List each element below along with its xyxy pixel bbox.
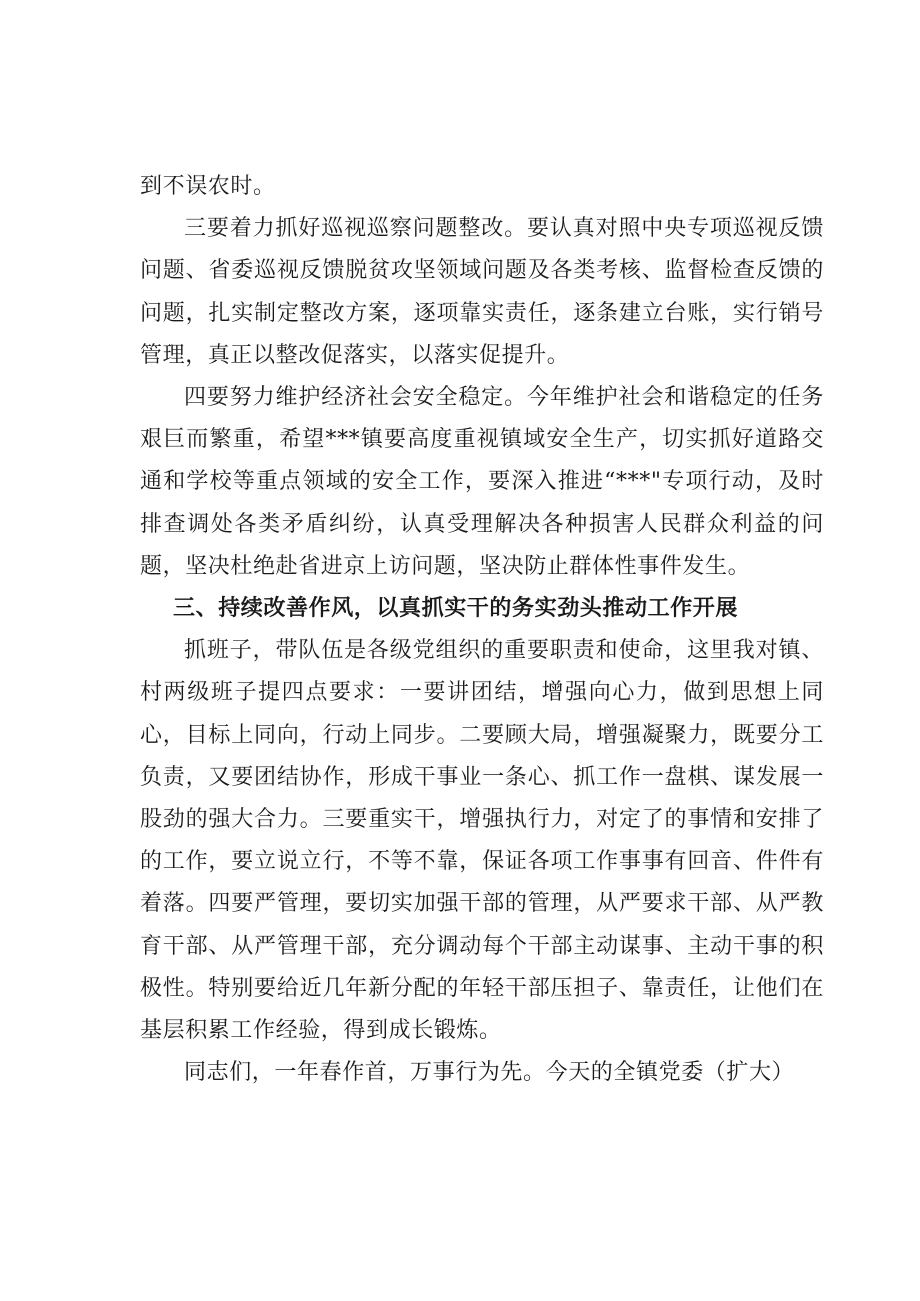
section-heading: 三、持续改善作风，以真抓实干的务实劲头推动工作开展 [173, 596, 739, 622]
body-paragraph: 同志们，一年春作首，万事行为先。今天的全镇党委（扩大） [184, 1060, 795, 1086]
document-body [140, 166, 824, 1094]
body-paragraph: 到不误农时。 [140, 174, 276, 199]
body-paragraph: 三要着力抓好巡视巡察问题整改。要认真对照中央专项巡视反馈问题、省委巡视反馈脱贫攻坚领域问题及各类考核、监督检查反馈的问题，扎实制定整改方案，逐项靠实责任，逐条建立台账，实行销号管理，真正以整改促落实，以落实促提升。 [140, 216, 824, 368]
body-paragraph: 抓班子，带队伍是各级党组织的重要职责和使命，这里我对镇、村两级班子提四点要求：一要讲团结，增强向心力，做到思想上同心，目标上同向，行动上同步。二要顾大局，增强凝聚力，既要分工负责，又要团结协作，形成干事业一条心、抓工作一盘棋、谋发展一股劲的强大合力。三要重实干，增强执行力，对定了的事情和安排了的工作，要立说立行，不等不靠，保证各项工作事事有回音、件件有着落。四要严管理，要切实加强干部的管理，从严要求干部、从严教育干部、从严管理干部，充分调动每个干部主动谋事、主动干事的积极性。特别要给近几年新分配的年轻干部压担子、靠责任，让他们在基层积累工作经验，得到成长锻炼。 [140, 638, 824, 1044]
body-paragraph: 四要努力维护经济社会安全稳定。今年维护社会和谐稳定的任务艰巨而繁重，希望***镇要高度重视镇域安全生产，切实抓好道路交通和学校等重点领域的安全工作，要深入推进“***"专项行动，及时排查调处各类矛盾纠纷，认真受理解决各种损害人民群众利益的问题，坚决杜绝赴省进京上访问题，坚决防止群体性事件发生。 [140, 385, 824, 579]
